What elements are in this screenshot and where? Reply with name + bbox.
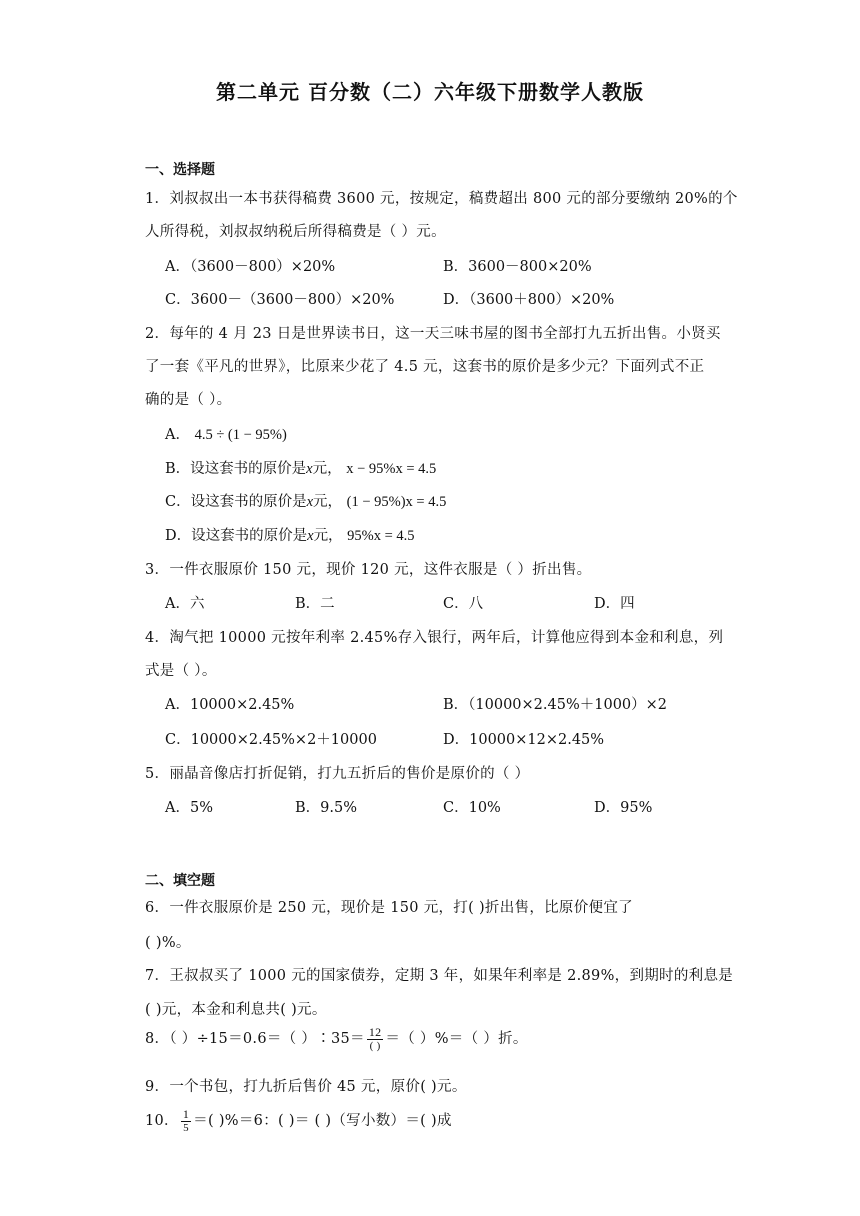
section-heading-fill: 二、填空题 [145,873,215,889]
page-title: 第二单元 百分数（二）六年级下册数学人教版 [216,80,644,104]
fraction-denominator: 5 [183,1122,189,1134]
question-5-option-a: A．5% [165,800,213,816]
question-4-line-1: 4．淘气把 10000 元按年利率 2.45%存入银行，两年后，计算他应得到本金和利息，列 [145,630,724,646]
question-3-option-d: D．四 [594,596,635,612]
option-b-unit: 元， [312,461,342,477]
question-3-option-c: C．八 [443,596,484,612]
question-3-option-b: B．二 [295,596,335,612]
question-7-line-2: ( )元，本金和利息共( )元。 [145,1002,327,1018]
question-4-option-c: C．10000×2.45%×2＋10000 [165,732,377,748]
question-7-line-1: 7．王叔叔买了 1000 元的国家债券，定期 3 年，如果年利率是 2.89%，到期时的利息是 [145,968,734,984]
option-d-variable: x [307,528,314,544]
option-d-expression: 95%x = 4.5 [347,528,415,544]
question-2-option-b [165,457,436,478]
question-5-option-b: B．9.5% [295,800,357,816]
question-8-line [145,1026,528,1052]
question-2-option-c [165,490,446,511]
section-heading-choice: 一、选择题 [145,162,215,178]
question-2-option-a [165,423,287,444]
question-10-suffix: ＝( )%＝6：( )＝ ( )（写小数）＝( )成 [193,1113,452,1129]
option-c-expression: (1 − 95%)x = 4.5 [346,494,447,510]
question-1-option-c: C．3600－（3600－800）×20% [165,292,395,308]
question-6-line-2: ( )%。 [145,935,191,951]
question-2-line-1: 2．每年的 4 月 23 日是世界读书日，这一天三味书屋的图书全部打九五折出售。小贤买 [145,326,721,342]
question-10-fraction [181,1108,191,1134]
question-10-prefix: 10． [145,1113,179,1129]
question-1-option-d: D．（3600＋800）×20% [443,292,615,308]
question-10-line [145,1108,452,1134]
question-5-option-c: C．10% [443,800,501,816]
question-6-line-1: 6．一件衣服原价是 250 元，现价是 150 元，打( )折出售，比原价便宜了 [145,900,633,916]
option-c-variable: x [306,494,314,510]
fraction-numerator: 12 [368,1025,382,1039]
option-b-expression: x − 95%x = 4.5 [346,461,437,477]
question-1-option-b: B．3600－800×20% [443,259,592,275]
option-b-label: B．设这套书的原价是 [165,461,307,477]
question-2-line-2: 了一套《平凡的世界》，比原来少花了 4.5 元，这套书的原价是多少元？下面列式不正 [145,359,705,375]
question-3-option-a: A．六 [165,596,205,612]
option-d-label: D．设这套书的原价是 [165,528,308,544]
option-a-label: A． [165,427,190,443]
question-2-line-3: 确的是（ ）。 [145,392,232,408]
question-4-option-a: A．10000×2.45% [165,697,295,713]
question-9-line: 9．一个书包，打九折后售价 45 元，原价( )元。 [145,1079,467,1095]
question-1-line-1: 1．刘叔叔出一本书获得稿费 3600 元，按规定，稿费超出 800 元的部分要缴纳 20%的个 [145,191,738,207]
question-5-line-1: 5．丽晶音像店打折促销，打九五折后的售价是原价的（ ） [145,766,530,782]
question-2-option-d [165,524,415,545]
question-1-line-2: 人所得税，刘叔叔纳税后所得稿费是（ ）元。 [145,224,446,240]
fraction-numerator: 1 [182,1107,190,1121]
question-1-option-a: A．（3600－800）×20% [165,259,336,275]
question-5-option-d: D．95% [594,800,653,816]
question-3-line-1: 3．一件衣服原价 150 元，现价 120 元，这件衣服是（ ）折出售。 [145,562,592,578]
option-c-label: C．设这套书的原价是 [165,494,307,510]
question-4-line-2: 式是（ ）。 [145,663,217,679]
question-8-fraction [367,1026,384,1052]
option-c-unit: 元， [313,494,343,510]
question-8-prefix: 8．（ ）÷15＝0.6＝（ ）∶35＝ [145,1031,365,1047]
option-a-expression: 4.5 ÷ (1 − 95%) [194,427,287,443]
question-4-option-d: D．10000×12×2.45% [443,732,605,748]
question-4-option-b: B．（10000×2.45%＋1000）×2 [443,697,668,713]
option-b-variable: x [306,461,313,477]
question-8-suffix: ＝（ ）%＝（ ）折。 [385,1031,528,1047]
fraction-denominator: ( ) [369,1040,381,1052]
option-d-unit: 元， [313,528,343,544]
